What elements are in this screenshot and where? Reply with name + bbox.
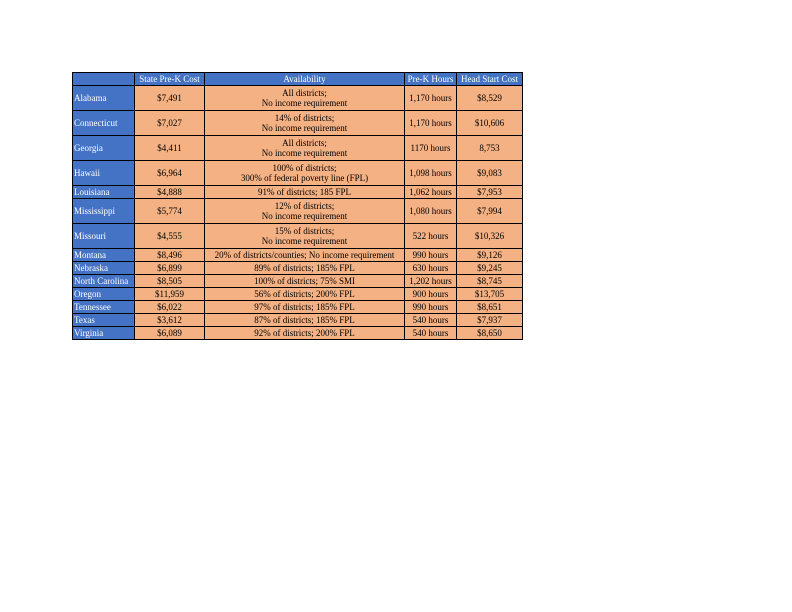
availability-cell: [205, 86, 405, 111]
state-name-cell: Hawaii: [73, 161, 135, 186]
availability-line: 89% of districts; 185% FPL: [254, 263, 355, 273]
availability-line: 92% of districts; 200% FPL: [254, 328, 355, 338]
availability-line: 20% of districts/counties; No income requirement: [214, 250, 395, 260]
prek-hours-cell: 1,098 hours: [405, 161, 457, 186]
head-start-cost-cell: $7,994: [457, 199, 523, 224]
head-start-cost-cell: $9,126: [457, 249, 523, 262]
prek-hours-cell: 1170 hours: [405, 136, 457, 161]
availability-cell: [205, 186, 405, 199]
head-start-cost-cell: $8,650: [457, 327, 523, 340]
prek-cost-cell: $11,959: [135, 288, 205, 301]
table-row: [73, 314, 523, 327]
prek-cost-cell: $4,555: [135, 224, 205, 249]
state-name-cell: Connecticut: [73, 111, 135, 136]
state-name-cell: Virginia: [73, 327, 135, 340]
availability-cell: [205, 314, 405, 327]
availability-line: No income requirement: [261, 236, 348, 246]
availability-cell: [205, 111, 405, 136]
head-start-cost-cell: $8,529: [457, 86, 523, 111]
table-row: [73, 86, 523, 111]
availability-cell: [205, 136, 405, 161]
header-corner-cell: [73, 73, 135, 86]
availability-cell: [205, 161, 405, 186]
state-name-cell: Nebraska: [73, 262, 135, 275]
availability-cell: [205, 275, 405, 288]
state-name-cell: Tennessee: [73, 301, 135, 314]
prek-cost-cell: $4,411: [135, 136, 205, 161]
prek-comparison-table: [72, 72, 523, 340]
availability-line: No income requirement: [261, 98, 348, 108]
state-name-cell: Montana: [73, 249, 135, 262]
table-body: [73, 86, 523, 340]
availability-line: No income requirement: [261, 123, 348, 133]
prek-hours-cell: 540 hours: [405, 327, 457, 340]
availability-line: 12% of districts;: [274, 201, 335, 211]
header-prek-hours: Pre-K Hours: [405, 73, 457, 86]
prek-hours-cell: 1,062 hours: [405, 186, 457, 199]
state-name-cell: Georgia: [73, 136, 135, 161]
availability-line: 300% of federal poverty line (FPL): [240, 173, 369, 183]
prek-hours-cell: 1,170 hours: [405, 111, 457, 136]
table-row: [73, 301, 523, 314]
head-start-cost-cell: $13,705: [457, 288, 523, 301]
prek-hours-cell: 990 hours: [405, 249, 457, 262]
availability-line: 97% of districts; 185% FPL: [254, 302, 355, 312]
prek-hours-cell: 1,202 hours: [405, 275, 457, 288]
prek-cost-cell: $3,612: [135, 314, 205, 327]
prek-hours-cell: 1,080 hours: [405, 199, 457, 224]
availability-cell: [205, 288, 405, 301]
table-row: [73, 136, 523, 161]
availability-line: No income requirement: [261, 148, 348, 158]
prek-hours-cell: 1,170 hours: [405, 86, 457, 111]
table-row: [73, 288, 523, 301]
state-name-cell: North Carolina: [73, 275, 135, 288]
table-row: [73, 327, 523, 340]
prek-cost-cell: $7,491: [135, 86, 205, 111]
head-start-cost-cell: $7,937: [457, 314, 523, 327]
head-start-cost-cell: $8,651: [457, 301, 523, 314]
availability-line: No income requirement: [261, 211, 348, 221]
availability-cell: [205, 262, 405, 275]
state-name-cell: Alabama: [73, 86, 135, 111]
availability-cell: [205, 327, 405, 340]
prek-cost-cell: $8,496: [135, 249, 205, 262]
availability-cell: [205, 224, 405, 249]
table-header-row: [73, 73, 523, 86]
availability-line: 100% of districts; 75% SMI: [254, 276, 355, 286]
table-row: [73, 262, 523, 275]
availability-cell: [205, 199, 405, 224]
head-start-cost-cell: $10,326: [457, 224, 523, 249]
prek-hours-cell: 540 hours: [405, 314, 457, 327]
availability-line: 56% of districts; 200% FPL: [254, 289, 355, 299]
availability-line: All districts;: [282, 88, 327, 98]
prek-cost-cell: $6,964: [135, 161, 205, 186]
availability-line: 100% of districts;: [272, 163, 337, 173]
availability-line: 91% of districts; 185 FPL: [257, 187, 351, 197]
state-name-cell: Oregon: [73, 288, 135, 301]
prek-cost-cell: $6,089: [135, 327, 205, 340]
header-availability: Availability: [205, 73, 405, 86]
availability-cell: [205, 249, 405, 262]
availability-line: 14% of districts;: [274, 113, 335, 123]
header-state-prek-cost: State Pre-K Cost: [135, 73, 205, 86]
head-start-cost-cell: $8,745: [457, 275, 523, 288]
prek-hours-cell: 630 hours: [405, 262, 457, 275]
table-row: [73, 224, 523, 249]
prek-cost-cell: $6,022: [135, 301, 205, 314]
prek-cost-cell: $5,774: [135, 199, 205, 224]
state-name-cell: Missouri: [73, 224, 135, 249]
table-row: [73, 186, 523, 199]
availability-line: All districts;: [282, 138, 327, 148]
head-start-cost-cell: $9,083: [457, 161, 523, 186]
head-start-cost-cell: $7,953: [457, 186, 523, 199]
prek-hours-cell: 522 hours: [405, 224, 457, 249]
table-row: [73, 111, 523, 136]
prek-cost-cell: $4,888: [135, 186, 205, 199]
prek-hours-cell: 900 hours: [405, 288, 457, 301]
head-start-cost-cell: $10,606: [457, 111, 523, 136]
prek-cost-cell: $7,027: [135, 111, 205, 136]
head-start-cost-cell: 8,753: [457, 136, 523, 161]
head-start-cost-cell: $9,245: [457, 262, 523, 275]
state-name-cell: Mississippi: [73, 199, 135, 224]
state-name-cell: Texas: [73, 314, 135, 327]
table-row: [73, 199, 523, 224]
state-name-cell: Louisiana: [73, 186, 135, 199]
header-head-start-cost: Head Start Cost: [457, 73, 523, 86]
table-row: [73, 161, 523, 186]
availability-cell: [205, 301, 405, 314]
prek-hours-cell: 990 hours: [405, 301, 457, 314]
availability-line: 87% of districts; 185% FPL: [254, 315, 355, 325]
table-row: [73, 275, 523, 288]
table-row: [73, 249, 523, 262]
prek-cost-cell: $8,505: [135, 275, 205, 288]
prek-cost-cell: $6,899: [135, 262, 205, 275]
availability-line: 15% of districts;: [274, 226, 335, 236]
